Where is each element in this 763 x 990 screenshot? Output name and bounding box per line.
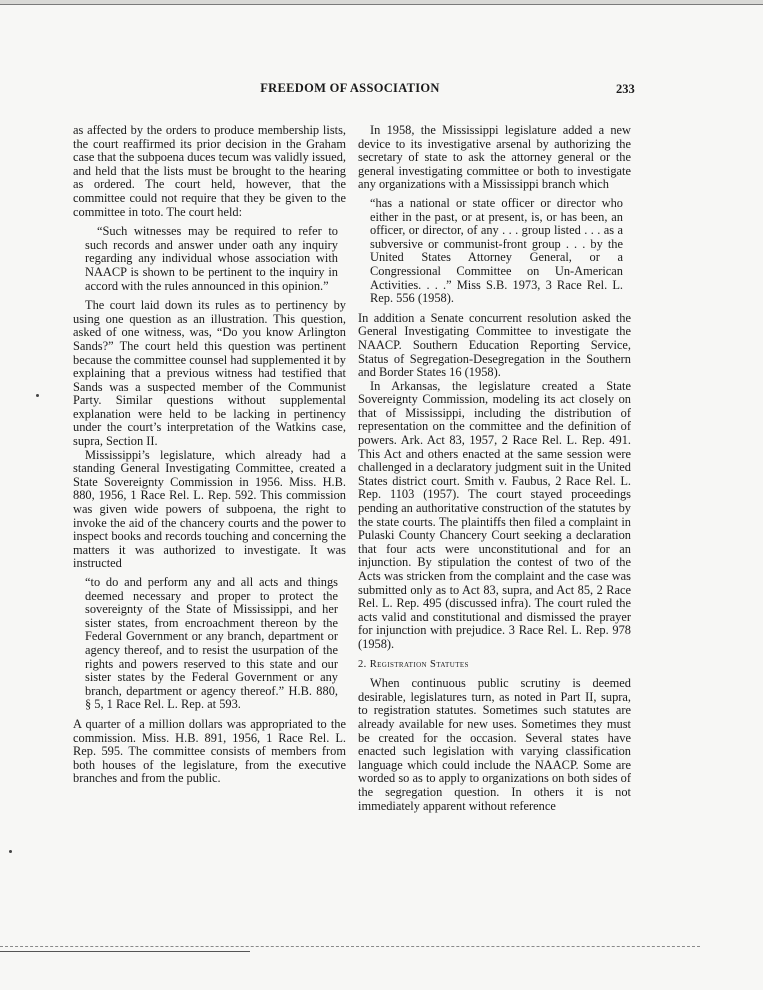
scan-speck <box>36 394 39 397</box>
scan-speck <box>9 850 12 853</box>
right-column <box>358 124 631 813</box>
section-heading: 2. Registration Statutes <box>358 658 469 670</box>
paragraph: In 1958, the Mississippi legislature added a new device to its investigative arsenal by authorizing the secretary of state to ask the attorney general or the general investigating committee or both to investigate any organizations with a Mississippi branch which <box>358 123 631 192</box>
block-quote: “has a national or state officer or director who either in the past, or at present, is, or has been, an officer, or director, of any . . . group listed . . . as a subversive or communist-front group . . . by the United States Attorney General, or a Congressional Committee on Un-American Activities. . . .” Miss S.B. 1973, 3 Race Rel. L. Rep. 556 (1958). <box>370 195 623 306</box>
scan-top-line <box>0 4 763 5</box>
paragraph: as affected by the orders to produce membership lists, the court reaffirmed its prior decision in the Graham case that the subpoena duces tecum was validly issued, and held that the lists must be brought to the hearing as ordered. The court held, however, that the committee could not require that they be given to the committee in toto. The court held: <box>73 123 346 219</box>
block-quote: “Such witnesses may be required to refer to such records and answer under oath any inquiry regarding any individual whose association with NAACP is shown to be pertinent to the inquiry in accord with the rules announced in this opinion.” <box>85 224 338 293</box>
paragraph: When continuous public scrutiny is deemed desirable, legislatures turn, as noted in Part II, supra, to registration statutes. Sometimes such statutes are already available for new uses. Sometimes they must be created for the occasion. Several states have enacted such legislation with varying classification language which could include the NAACP. Some are worded so as to apply to organizations on both sides of the segregation question. In others it is not immediately apparent without reference <box>358 676 631 813</box>
left-column <box>73 124 346 786</box>
paragraph: Mississippi’s legislature, which already had a standing General Investigating Committee, created a State Sovereignty Commission in 1956. Miss. H.B. 880, 1956, 1 Race Rel. L. Rep. 592. This commission was given wide powers of subpoena, the right to invoke the aid of the chancery courts and the power to inspect books and records touching and concerning the matters it was authorized to investigate. It was instructed <box>73 447 346 571</box>
paragraph: In Arkansas, the legislature created a State Sovereignty Commission, modeling its act closely on that of Mississippi, including the distribution of representation on the committee and the definition of powers. Ark. Act 83, 1957, 2 Race Rel. L. Rep. 491. This Act and others enacted at the same session were challenged in a declaratory judgment suit in the United States district court. Smith v. Faubus, 2 Race Rel. L. Rep. 1103 (1957). The court stayed proceedings pending an authoritative construction of the statutes by the state courts. The plaintiffs then filed a complaint in Pulaski County Chancery Court seeking a declaration that four acts were unconstitutional and for an injunction. By stipulation the contest of two of the Acts was stricken from the complaint and the case was submitted only as to Act 83, supra, and Act 85, 2 Race Rel. L. Rep. 495 (discussed infra). The court ruled the acts valid and constitutional and dismissed the prayer for injunction with prejudice. 3 Race Rel. L. Rep. 978 (1958). <box>358 378 631 651</box>
scan-bottom-line <box>0 951 250 952</box>
paragraph: The court laid down its rules as to pertinency by using one question as an illustration. This question, asked of one witness, was, “Do you know Arlington Sands?” The court held this question was pertinent because the committee counsel had supplemented it by explaining that a previous witness had testified that Sands was a suspected member of the Communist Party. Similar questions without supplemental explanation were held to be lacking in pertinency under the court’s interpretation of the Watkins case, supra, Section II. <box>73 298 346 449</box>
paragraph: In addition a Senate concurrent resolution asked the General Investigating Committee to investigate the NAACP. Southern Education Reporting Service, Status of Segregation-Desegregation in the Southern and Border States 16 (1958). <box>358 310 631 380</box>
running-header-title: FREEDOM OF ASSOCIATION <box>260 81 440 95</box>
page-number: 233 <box>616 82 635 96</box>
block-quote: “to do and perform any and all acts and things deemed necessary and proper to protect the sovereignty of the State of Mississippi, and her sister states, from encroachment thereon by the Federal Government or any branch, department or agency thereof, and to resist the usurpation of the rights and powers reserved to this state and our sister states by the Federal Government or any branch, department or agency thereof.” H.B. 880, § 5, 1 Race Rel. L. Rep. at 593. <box>85 575 338 712</box>
paragraph: A quarter of a million dollars was appropriated to the commission. Miss. H.B. 891, 1956, 1 Race Rel. L. Rep. 595. The committee consists of members from both houses of the legislature, from the executive branches and from the public. <box>73 716 346 786</box>
scan-bottom-rule <box>0 946 700 948</box>
